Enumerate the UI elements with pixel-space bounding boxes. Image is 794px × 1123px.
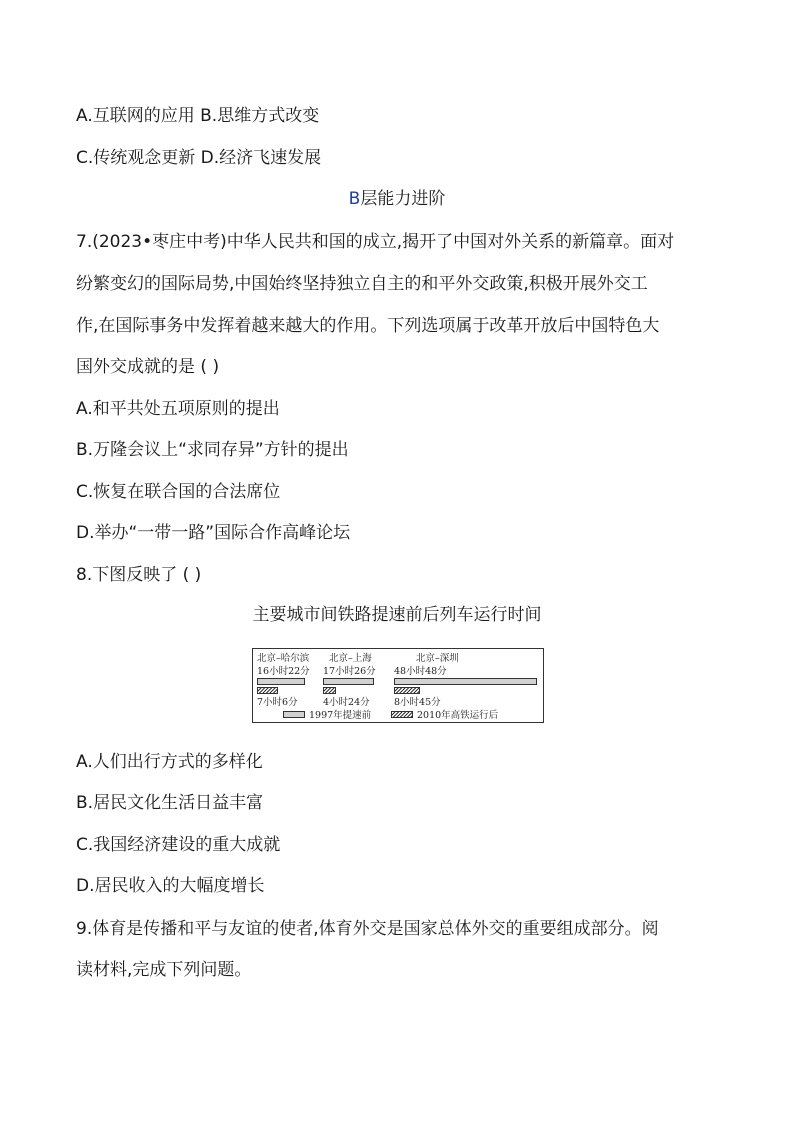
legend-label-before: 1997年提速前	[309, 710, 372, 721]
q7-option-a: A.和平共处五项原则的提出	[76, 399, 280, 419]
legend-label-after: 2010年高铁运行后	[417, 710, 499, 721]
chart-before-value-label: 48小时48分	[394, 666, 447, 677]
chart-bar-before	[257, 678, 305, 685]
q9-stem-line-1: 9.体育是传播和平与友谊的使者,体育外交是国家总体外交的重要组成部分。阅	[76, 919, 659, 939]
q8-option-c: C.我国经济建设的重大成就	[76, 835, 281, 855]
chart-bar-after	[257, 687, 278, 694]
section-heading	[0, 187, 794, 211]
railway-time-chart	[252, 648, 544, 723]
chart-category-label: 北京–哈尔滨	[257, 653, 310, 664]
chart-bar-after	[323, 687, 336, 694]
q6-options-line-2: C.传统观念更新 D.经济飞速发展	[76, 148, 322, 168]
chart-before-value-label: 17小时26分	[323, 666, 376, 677]
q8-option-a: A.人们出行方式的多样化	[76, 752, 263, 772]
q7-stem-line-2: 纷繁变幻的国际局势,中国始终坚持独立自主的和平外交政策,积极开展外交工	[76, 274, 648, 294]
legend-swatch-after	[391, 711, 413, 718]
q6-options-line-1: A.互联网的应用 B.思维方式改变	[76, 106, 320, 126]
q7-stem-line-3: 作,在国际事务中发挥着越来越大的作用。下列选项属于改革开放后中国特色大	[76, 316, 660, 336]
chart-before-value-label: 16小时22分	[257, 666, 310, 677]
q7-stem-line-1: 7.(2023•枣庄中考)中华人民共和国的成立,揭开了中国对外关系的新篇章。面对	[76, 232, 675, 252]
chart-after-value-label: 8小时45分	[394, 697, 441, 708]
q8-option-b: B.居民文化生活日益丰富	[76, 793, 264, 813]
chart-bar-before	[323, 678, 374, 685]
q9-stem-line-2: 读材料,完成下列问题。	[76, 960, 252, 980]
chart-category-label: 北京–上海	[329, 653, 372, 664]
chart-bar-before	[394, 678, 537, 685]
chart-category-label: 北京–深圳	[416, 653, 459, 664]
chart-after-value-label: 4小时24分	[323, 697, 370, 708]
q7-option-b: B.万隆会议上“求同存异”方针的提出	[76, 440, 349, 460]
chart-after-value-label: 7小时6分	[257, 697, 298, 708]
q8-stem: 8.下图反映了 ( )	[76, 565, 202, 585]
legend-swatch-before	[283, 711, 305, 718]
section-text: 层能力进阶	[360, 189, 446, 209]
chart-title: 主要城市间铁路提速前后列车运行时间	[252, 605, 542, 625]
chart-bar-after	[394, 687, 420, 694]
q8-option-d: D.居民收入的大幅度增长	[76, 876, 265, 896]
q7-option-d: D.举办“一带一路”国际合作高峰论坛	[76, 523, 351, 543]
q7-stem-line-4: 国外交成就的是 ( )	[76, 357, 220, 377]
section-letter: B	[348, 189, 361, 209]
q7-option-c: C.恢复在联合国的合法席位	[76, 482, 281, 502]
